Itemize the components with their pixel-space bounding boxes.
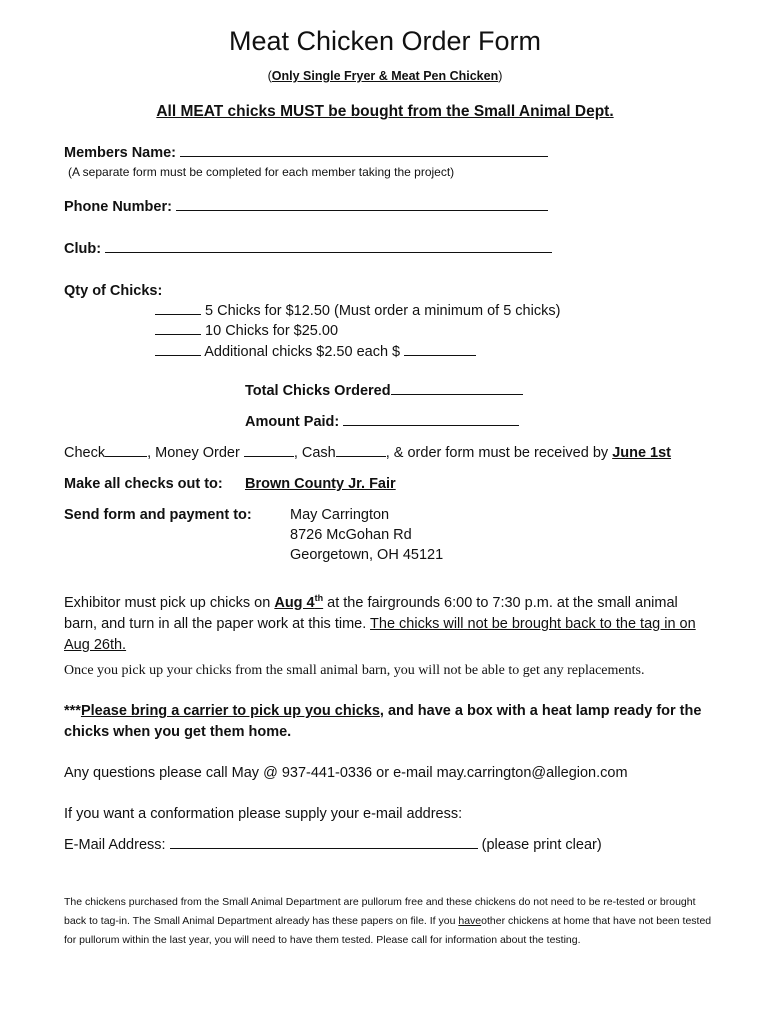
members-name-label: Members Name:: [64, 145, 177, 161]
club-label: Club:: [64, 241, 102, 257]
email-label: E-Mail Address:: [64, 837, 166, 853]
qty-option-10: [155, 323, 338, 339]
pickup-text-1: Exhibitor must pick up chicks on: [64, 594, 271, 611]
cash-label: , Cash: [293, 445, 336, 461]
subtitle-text: Only Single Fryer & Meat Pen Chicken: [271, 69, 499, 83]
form-subtitle: [0, 69, 770, 83]
amount-field[interactable]: [343, 424, 519, 426]
pickup-text-3: The chicks will not be brought back to the tag in on Aug 26th.: [64, 615, 696, 653]
footer-have: have: [458, 915, 482, 927]
additional-amount-field[interactable]: [404, 354, 476, 356]
send-to-name: May Carrington: [290, 507, 390, 523]
send-to-street: 8726 McGohan Rd: [290, 527, 412, 543]
checks-out-value: Brown County Jr. Fair: [245, 476, 396, 492]
carrier-rest: , and have a box with a heat lamp ready for the chicks when you get them home.: [64, 703, 702, 740]
qty-option-additional-label: Additional chicks $2.50 each $: [204, 344, 401, 360]
qty-option-5-label: 5 Chicks for $12.50 (Must order a minimum of 5 chicks): [205, 303, 561, 319]
email-row: [64, 837, 602, 853]
carrier-underlined: Please bring a carrier to pick up you chicks: [80, 703, 380, 719]
payment-row: [64, 445, 671, 461]
footer-text-1: The chickens purchased from the Small Animal Department are pullorum free and these chickens do not need to be re-tested or brought back to tag-in. The Small Animal Department already has these papers on file. If you: [64, 896, 696, 927]
checks-out-label: Make all checks out to:: [64, 476, 223, 492]
send-to-label: Send form and payment to:: [64, 507, 252, 523]
deadline-date: June 1st: [612, 445, 672, 461]
pickup-paragraph: [64, 588, 714, 656]
phone-label: Phone Number:: [64, 199, 172, 215]
phone-row: [64, 199, 548, 215]
money-order-label: , Money Order: [147, 445, 240, 461]
pickup-date: [274, 595, 323, 611]
subtitle-open: (: [267, 69, 272, 83]
total-label: Total Chicks Ordered: [245, 383, 391, 399]
phone-field[interactable]: [176, 209, 548, 211]
notice-heading: All MEAT chicks MUST be bought from the Small Animal Dept.: [156, 103, 614, 120]
form-title: Meat Chicken Order Form: [228, 26, 542, 56]
qty-option-additional: [155, 344, 476, 360]
members-name-field[interactable]: [180, 155, 548, 157]
email-field[interactable]: [170, 847, 478, 849]
total-row: [245, 383, 523, 399]
pickup-date-text: Aug 4: [274, 594, 315, 611]
carrier-stars: ***: [64, 703, 81, 719]
amount-label: Amount Paid:: [245, 414, 340, 430]
qty-option-10-field[interactable]: [155, 333, 201, 335]
pickup-text-2: at the fairgrounds 6:00 to 7:30 p.m. at the small animal barn, and turn in all the paper work at this time.: [64, 594, 678, 632]
carrier-paragraph: [64, 701, 714, 743]
footer-note: [64, 893, 714, 950]
questions-line: Any questions please call May @ 937-441-0336 or e-mail may.carrington@allegion.com: [64, 765, 628, 781]
check-field[interactable]: [105, 455, 147, 457]
qty-option-5: [155, 303, 560, 319]
members-name-row: [64, 145, 548, 161]
members-name-note: (A separate form must be completed for each member taking the project): [68, 165, 455, 179]
qty-label: Qty of Chicks:: [64, 283, 163, 299]
send-to-city: Georgetown, OH 45121: [290, 547, 444, 563]
payment-rest: , & order form must be received by: [385, 445, 609, 461]
subtitle-close: ): [498, 69, 503, 83]
qty-option-additional-field[interactable]: [155, 354, 201, 356]
money-order-field[interactable]: [244, 455, 294, 457]
confirm-line: If you want a conformation please supply your e-mail address:: [64, 806, 463, 822]
email-hint: (please print clear): [481, 837, 602, 853]
pickup-date-sup: th: [314, 593, 324, 603]
total-field[interactable]: [391, 393, 523, 395]
amount-row: [245, 414, 519, 430]
qty-option-5-field[interactable]: [155, 313, 201, 315]
cash-field[interactable]: [336, 455, 386, 457]
replacements-note: Once you pick up your chicks from the small animal barn, you will not be able to get any replacements.: [64, 663, 645, 678]
club-field[interactable]: [105, 251, 552, 253]
qty-option-10-label: 10 Chicks for $25.00: [205, 323, 339, 339]
check-label: Check: [64, 445, 106, 461]
footer-text-2: other chickens at home that have not been tested for pullorum within the last year, you will need to have them tested. Please call for information about the testing.: [64, 915, 712, 946]
club-row: [64, 241, 552, 257]
